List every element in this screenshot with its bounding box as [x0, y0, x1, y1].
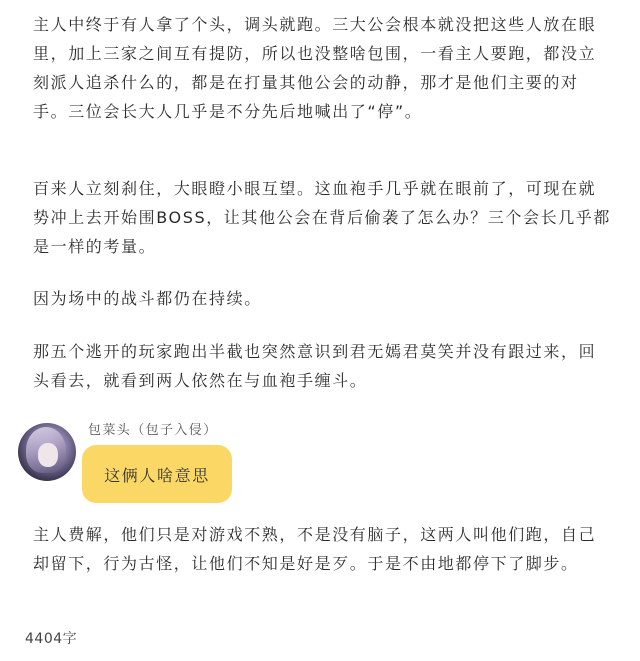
paragraph-5: 主人费解，他们只是对游戏不熟，不是没有脑子，这两人叫他们跑，自己却留下，行为古怪，让他们不知是好是歹。于是不由地都停下了脚步。: [33, 525, 597, 573]
avatar[interactable]: [18, 423, 76, 481]
paragraph-2: 百来人立刻刹住，大眼瞪小眼互望。这血袍手几乎就在眼前了，可现在就势冲上去开始围BOSS，让其他公会在背后偷袭了怎么办？三个会长几乎都是一样的考量。: [33, 179, 612, 256]
word-count: 4404字: [25, 631, 78, 647]
comment-author[interactable]: 包菜头（包子入侵）: [88, 423, 218, 438]
avatar-face-shape: [38, 443, 58, 467]
paragraph-1: 主人中终于有人拿了个头，调头就跑。三大公会根本就没把这些人放在眼里，加上三家之间互有提防，所以也没整啥包围，一看主人要跑，都没立刻派人追杀什么的，都是在打量其他公会的动静，那才是他们主要的对手。三位会长大人几乎是不分先后地喊出了“停”。: [33, 15, 597, 121]
paragraph-3: 因为场中的战斗都仍在持续。: [33, 289, 262, 308]
paragraph-4: 那五个逃开的玩家跑出半截也突然意识到君无嫣君莫笑并没有跟过来，回头看去，就看到两人依然在与血袍手缠斗。: [33, 342, 597, 390]
reader-comment: [18, 417, 618, 507]
comment-bubble[interactable]: 这俩人啥意思: [82, 445, 232, 503]
